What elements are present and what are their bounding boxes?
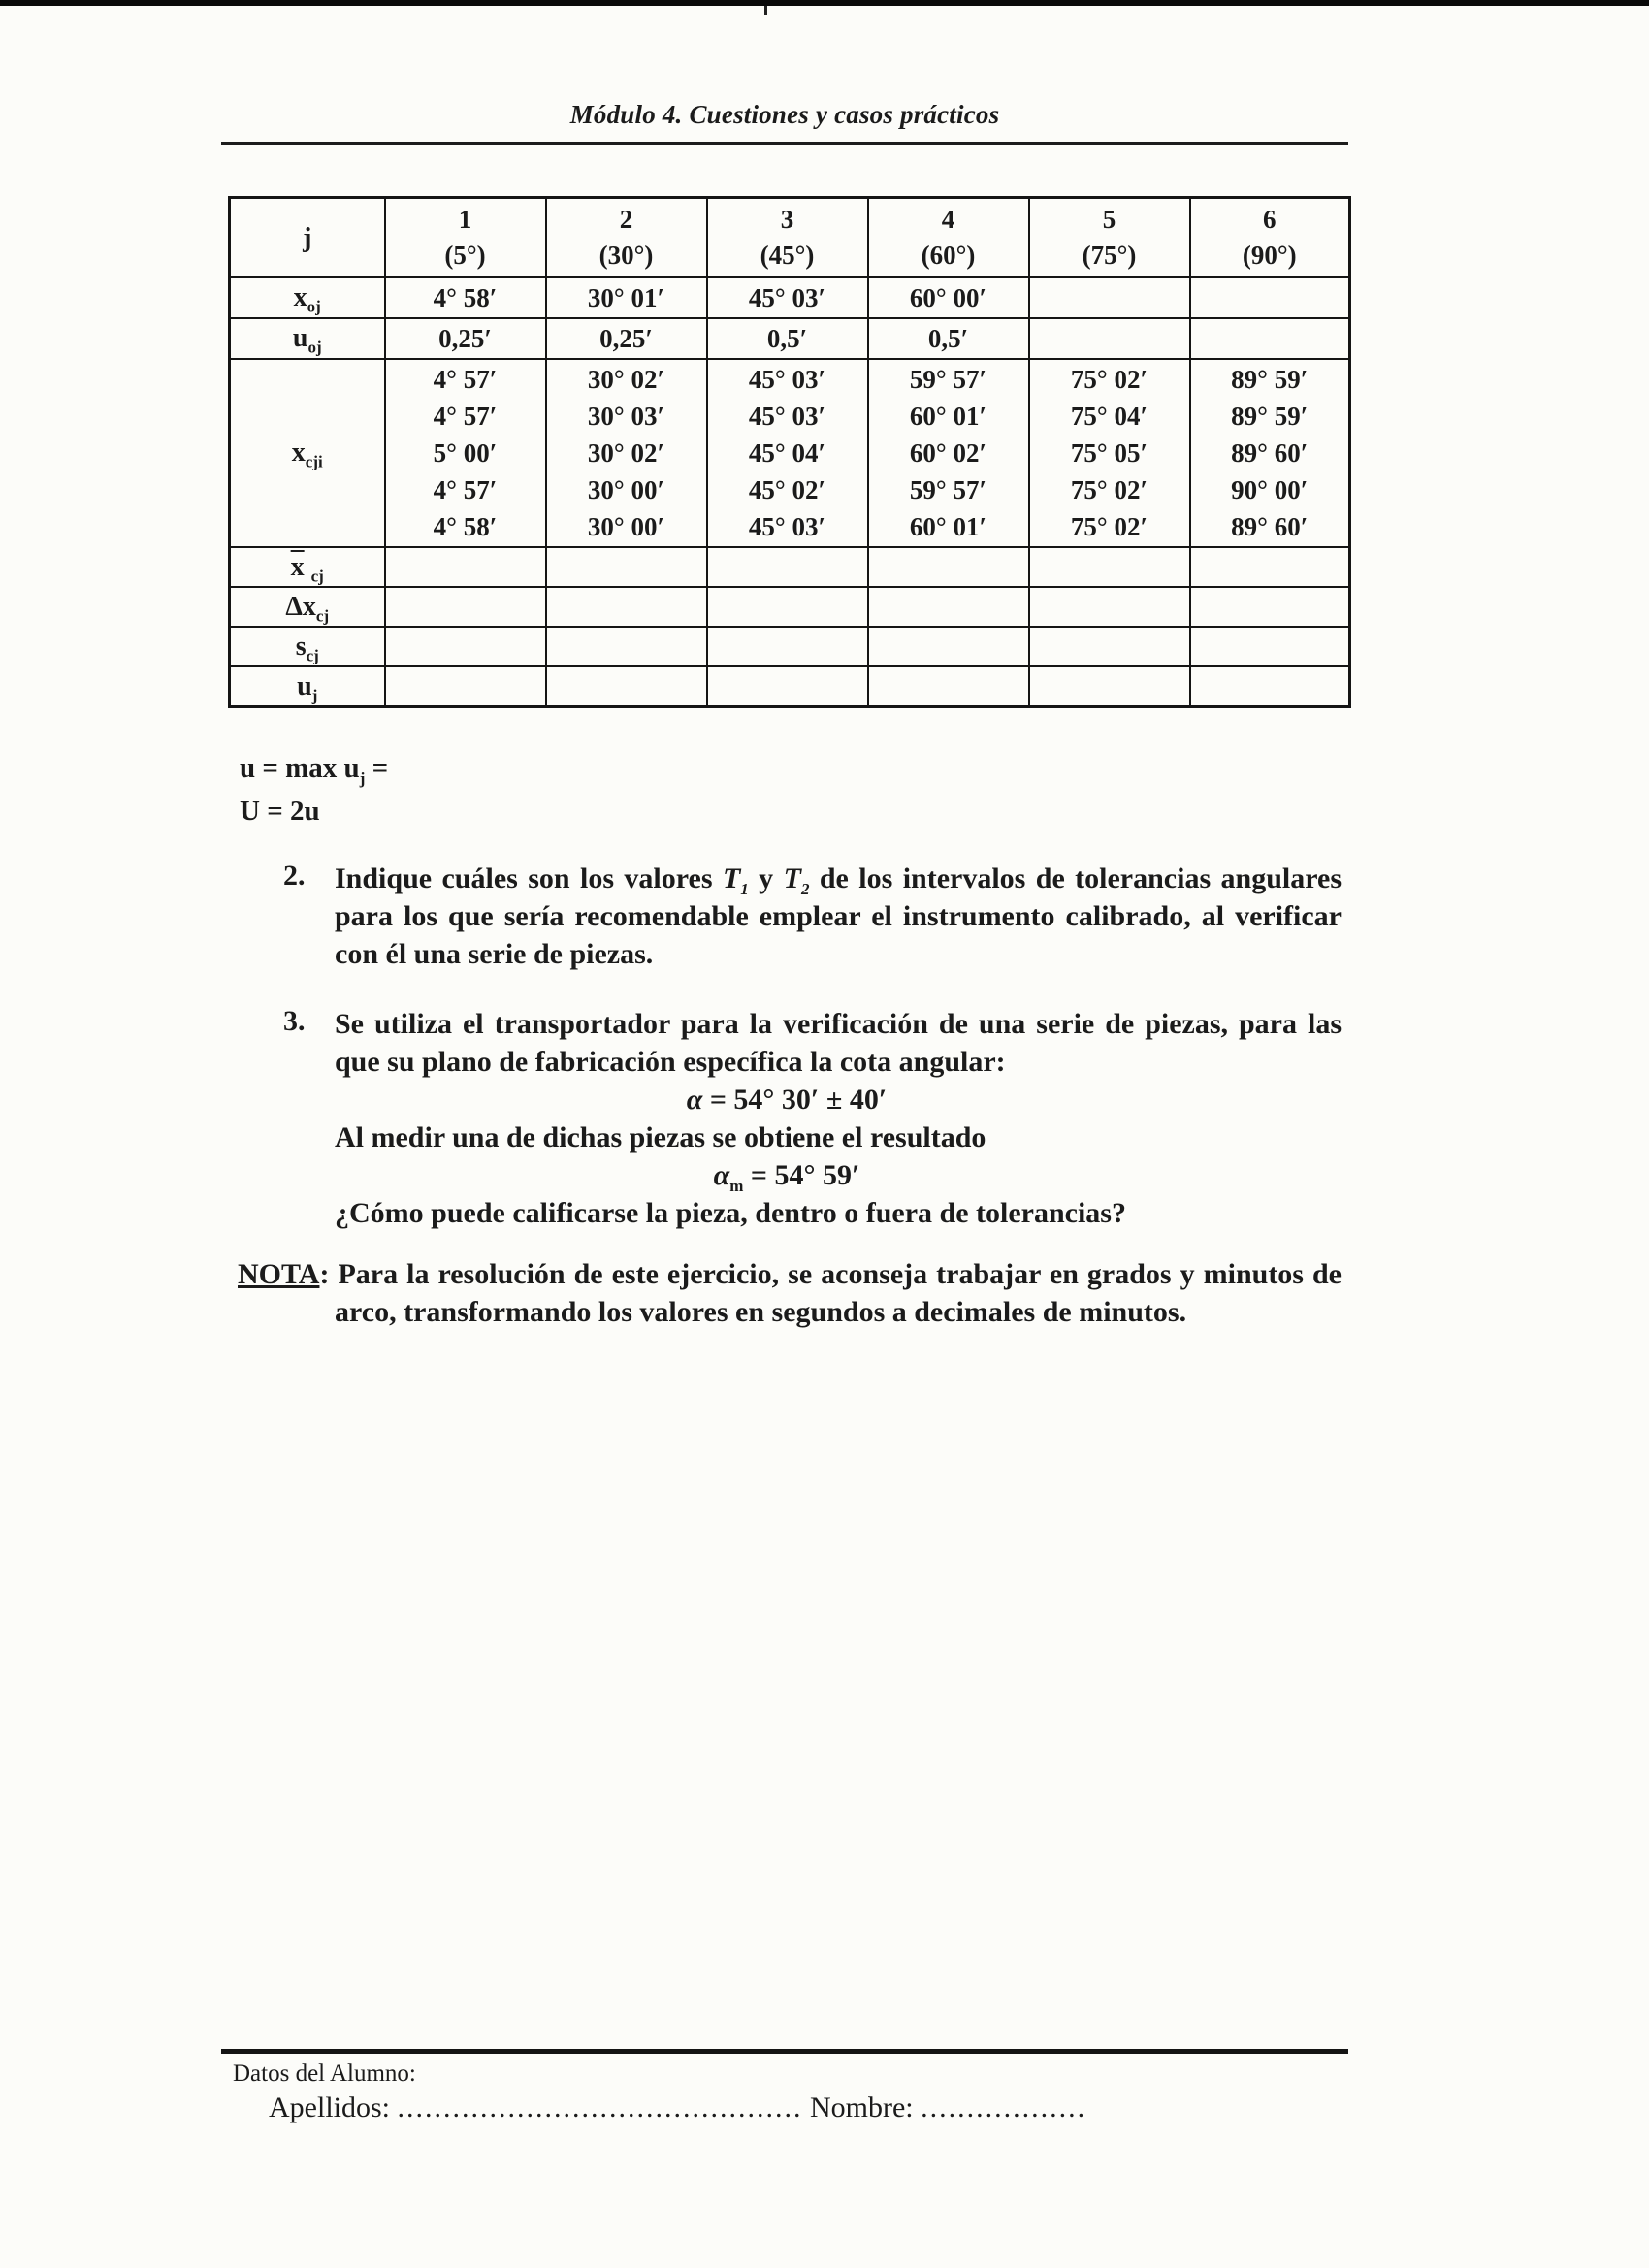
- col-angle: (75°): [1082, 241, 1137, 270]
- question-3-question-line: ¿Cómo puede calificarse la pieza, dentro o fuera de tolerancias?: [335, 1197, 1126, 1229]
- measurement: 75° 04′: [1070, 402, 1148, 431]
- empty-cell: [546, 627, 707, 666]
- empty-cell: [868, 547, 1029, 587]
- variable-T2: T: [783, 862, 801, 894]
- measurement: 30° 03′: [587, 402, 665, 431]
- text-segment: y: [748, 862, 784, 894]
- measurement: 75° 02′: [1070, 512, 1148, 541]
- col-angle: (90°): [1242, 241, 1297, 270]
- empty-cell: [1029, 587, 1190, 627]
- separator: [803, 2091, 811, 2123]
- nota-label: NOTA: [238, 1258, 320, 1290]
- label-sub: cji: [305, 452, 323, 471]
- nombre-blank-line: ..................: [921, 2091, 1087, 2123]
- measurement-series-cell: [546, 359, 707, 547]
- formula-alpha-nominal: [335, 1081, 1239, 1118]
- text-segment: de los intervalos de tolerancias angulares para los que sería recomendable emplear el instrumento calibrado, al verificar con él una serie de piezas.: [335, 862, 1342, 970]
- empty-cell: [385, 547, 546, 587]
- value-cell: 60° 00′: [868, 277, 1029, 318]
- value-cell: 30° 01′: [546, 277, 707, 318]
- value-cell: [1029, 277, 1190, 318]
- label-base: Δx: [285, 591, 316, 622]
- empty-cell: [1029, 547, 1190, 587]
- value-cell: 0,5′: [707, 318, 868, 359]
- label-sub: cj: [306, 646, 319, 665]
- measurement-series-cell: [707, 359, 868, 547]
- empty-cell: [385, 627, 546, 666]
- header-rule: [221, 142, 1348, 145]
- question-2-text: [335, 859, 1342, 973]
- col-number: 2: [619, 205, 633, 234]
- label-base: u: [297, 670, 312, 701]
- label-base: u: [292, 323, 308, 353]
- label-sub: oj: [307, 338, 322, 357]
- value-cell: 0,5′: [868, 318, 1029, 359]
- row-xoj: [230, 277, 1350, 318]
- empty-cell: [868, 627, 1029, 666]
- alpha-symbol: α: [686, 1084, 703, 1116]
- label-base: x: [291, 437, 306, 468]
- measurement: 30° 02′: [587, 365, 665, 394]
- alpha-symbol: α: [713, 1159, 730, 1191]
- formula-text: = 54° 30′ ± 40′: [702, 1084, 888, 1116]
- empty-cell: [546, 666, 707, 707]
- measurement: 4° 57′: [433, 402, 498, 431]
- row-uoj: [230, 318, 1350, 359]
- measurement: 89° 59′: [1231, 402, 1309, 431]
- empty-cell: [385, 666, 546, 707]
- value-cell: [1190, 277, 1350, 318]
- question-3-text: [335, 1005, 1342, 1232]
- label-sub: cj: [315, 606, 330, 626]
- value-cell: [1029, 318, 1190, 359]
- formula-u-max: [240, 747, 388, 790]
- row-s-cj: [230, 627, 1350, 666]
- value-cell: 4° 58′: [385, 277, 546, 318]
- measurement: 90° 00′: [1231, 475, 1309, 504]
- col-header-5: [1029, 198, 1190, 278]
- col-header-1: [385, 198, 546, 278]
- label-base: $\overline{x}$: [290, 551, 305, 582]
- measurement: 60° 01′: [909, 402, 987, 431]
- row-label-uj: [230, 666, 385, 707]
- measurement: 5° 00′: [433, 438, 498, 468]
- empty-cell: [868, 666, 1029, 707]
- value-cell: [1190, 318, 1350, 359]
- nota-text: Para la resolución de este ejercicio, se aconseja trabajar en grados y minutos de arco, transformando los valores en segundos a decimales de minutos.: [335, 1258, 1342, 1328]
- measurement: 75° 02′: [1070, 365, 1148, 394]
- col-angle: (45°): [760, 241, 815, 270]
- measurement: 45° 03′: [748, 365, 826, 394]
- empty-cell: [385, 587, 546, 627]
- calibration-table: [228, 196, 1351, 708]
- col-header-3: [707, 198, 868, 278]
- empty-cell: [868, 587, 1029, 627]
- col-angle: (30°): [598, 241, 654, 270]
- measurement: 45° 04′: [748, 438, 826, 468]
- measurement-series-cell: [1190, 359, 1350, 547]
- measurement: 59° 57′: [909, 365, 987, 394]
- nota-paragraph: [238, 1255, 1342, 1331]
- measurement-series-cell: [385, 359, 546, 547]
- formula-text: = 54° 59′: [743, 1159, 860, 1191]
- table-header-row: [230, 198, 1350, 278]
- measurement: 30° 02′: [587, 438, 665, 468]
- student-data-fields: [269, 2091, 1086, 2124]
- value-cell: 45° 03′: [707, 277, 868, 318]
- variable-T2-sub: 2: [800, 880, 810, 898]
- measurement: 60° 01′: [909, 512, 987, 541]
- alpha-sub: m: [729, 1177, 744, 1195]
- label-base: s: [295, 631, 307, 662]
- empty-cell: [1190, 666, 1350, 707]
- label-sub: j: [311, 686, 318, 705]
- measurement: 30° 00′: [587, 512, 665, 541]
- row-label-xbar: [230, 547, 385, 587]
- row-label-s: [230, 627, 385, 666]
- measurement: 89° 60′: [1231, 438, 1309, 468]
- row-delta-x-cj: [230, 587, 1350, 627]
- empty-cell: [1190, 587, 1350, 627]
- col-number: 6: [1263, 205, 1277, 234]
- row-label-xcji: [230, 359, 385, 547]
- measurement: 59° 57′: [909, 475, 987, 504]
- value-cell: 0,25′: [546, 318, 707, 359]
- measurement: 45° 03′: [748, 402, 826, 431]
- question-2-number: 2.: [283, 859, 306, 891]
- uncertainty-formulas: [240, 747, 388, 832]
- empty-cell: [1190, 547, 1350, 587]
- empty-cell: [1029, 666, 1190, 707]
- student-data-label: Datos del Alumno:: [233, 2060, 416, 2087]
- row-xcji: [230, 359, 1350, 547]
- formula-text: =: [365, 753, 389, 784]
- scan-top-edge-artifact: [0, 0, 1649, 6]
- page-header-title: Módulo 4. Cuestiones y casos prácticos: [569, 100, 1000, 129]
- measurement-series-cell: [1029, 359, 1190, 547]
- nombre-label: Nombre:: [810, 2091, 922, 2123]
- question-3-number: 3.: [283, 1005, 306, 1037]
- col-number: 5: [1102, 205, 1116, 234]
- formula-text: u = max u: [240, 753, 360, 784]
- measurement: 89° 59′: [1231, 365, 1309, 394]
- label-sub: oj: [307, 297, 321, 316]
- measurement-series-cell: [868, 359, 1029, 547]
- row-label-delta-x: [230, 587, 385, 627]
- measurement: 89° 60′: [1231, 512, 1309, 541]
- empty-cell: [546, 587, 707, 627]
- empty-cell: [546, 547, 707, 587]
- empty-cell: [707, 666, 868, 707]
- empty-cell: [707, 587, 868, 627]
- measurement: 4° 57′: [433, 475, 498, 504]
- empty-cell: [1190, 627, 1350, 666]
- variable-T1-sub: 1: [740, 880, 749, 898]
- row-label-xoj: [230, 277, 385, 318]
- formula-alpha-measured: [335, 1156, 1239, 1194]
- measurement: 45° 03′: [748, 512, 826, 541]
- row-label-uoj: [230, 318, 385, 359]
- measurement: 75° 02′: [1070, 475, 1148, 504]
- measurement-table: [228, 196, 1351, 708]
- measurement: 30° 00′: [587, 475, 665, 504]
- col-header-2: [546, 198, 707, 278]
- col-number: 1: [458, 205, 472, 234]
- measurement: 4° 58′: [433, 512, 498, 541]
- col-header-6: [1190, 198, 1350, 278]
- label-sub: cj: [310, 567, 324, 586]
- measurement: 75° 05′: [1070, 438, 1148, 468]
- row-xbar-cj: [230, 547, 1350, 587]
- nota-colon: :: [319, 1258, 339, 1290]
- question-3-statement: Se utiliza el transportador para la verificación de una serie de piezas, para las que su plano de fabricación específica la cota angular:: [335, 1008, 1342, 1078]
- empty-cell: [707, 627, 868, 666]
- footer-rule: [221, 2049, 1348, 2054]
- row-uj: [230, 666, 1350, 707]
- empty-cell: [1029, 627, 1190, 666]
- col-number: 4: [941, 205, 955, 234]
- value-cell: 0,25′: [385, 318, 546, 359]
- measurement: 4° 57′: [433, 365, 498, 394]
- formula-sub: j: [359, 768, 366, 788]
- variable-T1: T: [722, 862, 741, 894]
- apellidos-label: Apellidos:: [269, 2091, 398, 2123]
- label-base: x: [293, 282, 307, 312]
- text-segment: Indique cuáles son los valores: [335, 862, 723, 894]
- corner-cell: j: [230, 198, 385, 278]
- scan-tick-artifact: [764, 6, 767, 15]
- col-angle: (5°): [444, 241, 486, 270]
- col-number: 3: [780, 205, 794, 234]
- apellidos-blank-line: ............................................: [397, 2091, 803, 2123]
- col-angle: (60°): [921, 241, 976, 270]
- question-3-measure-line: Al medir una de dichas piezas se obtiene el resultado: [335, 1121, 986, 1153]
- measurement: 45° 02′: [748, 475, 826, 504]
- empty-cell: [707, 547, 868, 587]
- measurement: 60° 02′: [909, 438, 987, 468]
- col-header-4: [868, 198, 1029, 278]
- formula-U-2u: U = 2u: [240, 795, 320, 826]
